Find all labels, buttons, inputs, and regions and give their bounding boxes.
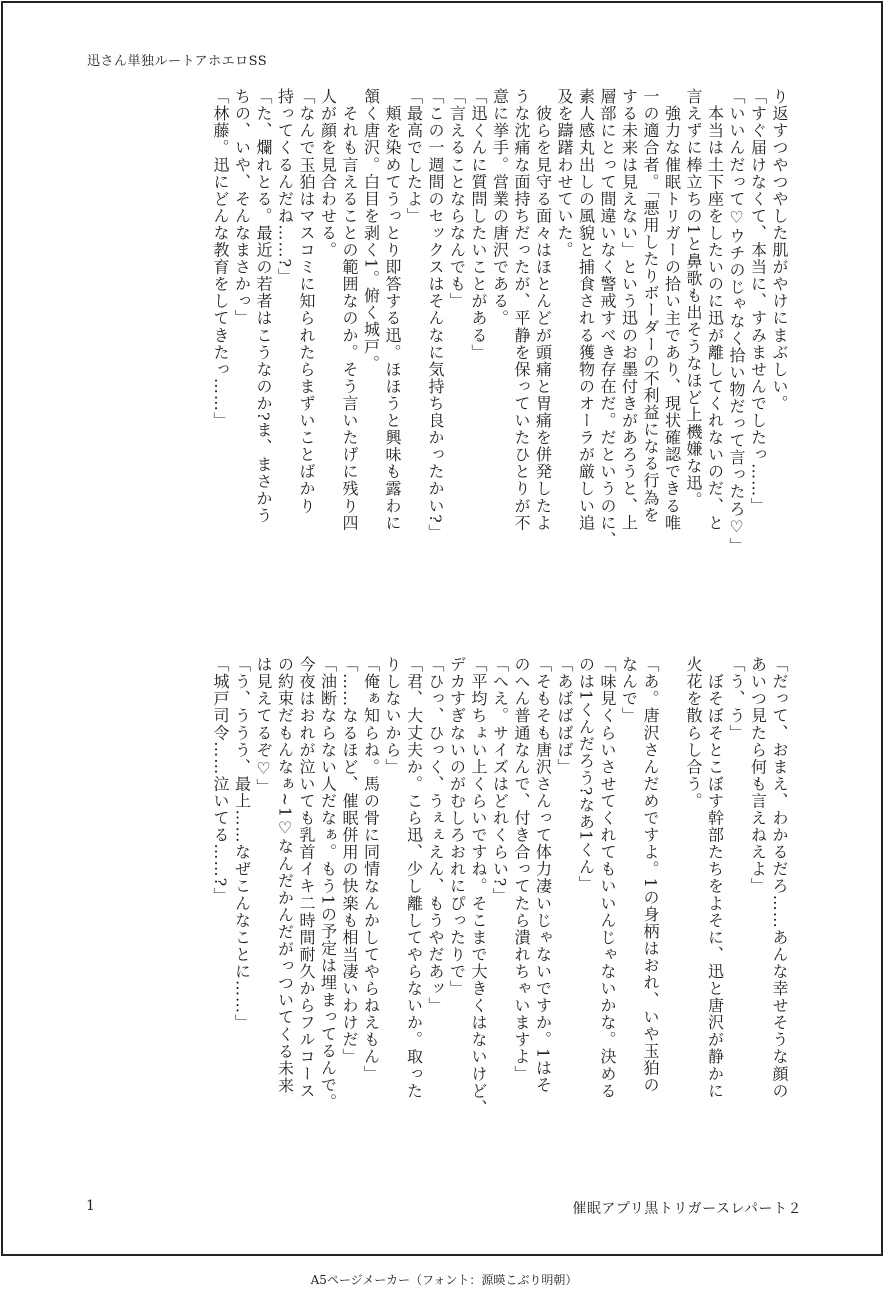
text-line: 「すぐ届けなくて、本当に、すみませんでしたっ……」	[748, 88, 768, 515]
text-line: 「う、ううう、最上……なぜこんなことに……」	[232, 656, 252, 1032]
text-line: 持ってくるんだね……?」	[275, 88, 295, 286]
text-line: 「味見くらいさせてくれてもいいんじゃないかな。決める	[598, 656, 617, 1100]
text-line: なんで」	[619, 656, 639, 725]
text-line: 強力な催眠トリガーの拾い主であり、現状確認できる唯	[662, 88, 682, 532]
text-line: 今夜はおれが泣いても乳首イキ二時間耐久からフルコース	[297, 656, 316, 1100]
text-line: うな沈痛な面持ちだったが、平静を保っていたひとりが不	[512, 88, 531, 532]
text-line: 「ひっ、ひっく、うぇぇえん、もうやだあッ」	[426, 656, 445, 1015]
text-line: 火花を散らし合う。	[684, 656, 703, 810]
text-line: り返すつやつやした肌がやけにまぶしい。	[770, 88, 789, 412]
text-line: 「なんで玉狛はマスコミに知られたらまずいことばかり	[297, 88, 316, 515]
text-line: それも言えることの範囲なのか。そう言いたげに残り四	[340, 88, 359, 532]
text-line: あいつ見たら何も言えねえよ」	[748, 656, 768, 895]
text-line: 「た、爛れとる。最近の若者はこうなのか?ま、まさかう	[254, 88, 273, 524]
text-line: 頬を染めてうっとり即答する迅。ほほうと興味も露わに	[383, 88, 402, 532]
generator-caption: A5ページメーカー（フォント：源暎こぶり明朝）	[310, 1273, 578, 1287]
text-line: のへん普通なんで、付き合ってたら潰れちゃいますよ」	[512, 656, 531, 1083]
text-line: 頷く唐沢。白目を剥く1。俯く城戸。	[361, 88, 381, 373]
text-line: 「……なるほど、催眠併用の快楽も相当凄いわけだ」	[340, 656, 359, 1066]
text-line: 「君、大丈夫か。こら迅、少し離してやらないか。取った	[404, 656, 424, 1100]
text-line: 意に挙手。営業の唐沢である。	[490, 88, 510, 327]
text-line: 「最高でしたよ」	[404, 88, 424, 225]
text-line: 層部にとって間違いなく警戒すべき存在だ。だというのに、	[598, 88, 617, 549]
upper-text-block	[84, 88, 790, 608]
text-line: 及を躊躇わせていた。	[555, 88, 574, 259]
text-line: する未来は見えない」という迅のお墨付きがあろうと、上	[619, 88, 639, 532]
text-line: は見えてるぞ♡」	[254, 656, 273, 796]
text-line	[661, 656, 683, 1136]
text-line: ぼそぼそとこぼす幹部たちをよそに、迅と唐沢が静かに	[705, 656, 725, 1100]
text-line: 「油断ならない人だなぁ。もう1の予定は埋まってるんで。	[318, 656, 338, 1111]
text-line: 「俺ぁ知らね。馬の骨に同情なんかしてやらねえもん」	[361, 656, 381, 1083]
text-line: 「あ。唐沢さんだめですよ。1の身柄はおれ、いや玉狛の	[641, 656, 660, 1094]
footer-book-title: 催眠アプリ黒トリガースレパート２	[572, 1201, 802, 1217]
text-line: 人が顔を見合わせる。	[318, 88, 338, 259]
text-line: 素人感丸出しの風貌と捕食される獲物のオーラが厳しい追	[576, 88, 596, 532]
page-number: 1	[86, 1198, 95, 1214]
text-line: 「う、う」	[727, 656, 746, 742]
text-line: 「そもそも唐沢さんって体力凄いじゃないですか。1はそ	[533, 656, 553, 1094]
text-line: 「へえ。サイズはどれくらい?」	[490, 656, 510, 905]
text-line: の約束だもんなぁ~1♡なんだかんだがっついてくる未来	[275, 656, 295, 1094]
text-line: 「だって、おまえ、わかるだろ……あんな幸せそうな顔の	[770, 656, 789, 1100]
text-line: 「迅くんに質問したいことがある」	[469, 88, 488, 361]
text-line: 一の適合者。「悪用したりボーダーの不利益になる行為を	[641, 88, 660, 524]
text-line: 「城戸司令……泣いてる……?」	[211, 656, 230, 905]
text-line: 「この一週間のセックスはそんなに気持ち良かったかい?」	[426, 88, 445, 541]
text-line: 「いいんだって♡ウチのじゃなく拾い物だって言ったろ♡」	[727, 88, 746, 555]
running-header-title: 迅さん単独ルートアホエロSS	[87, 54, 268, 69]
text-line: のは1くんだろう?なあ1くん」	[576, 656, 596, 893]
text-line: 言えずに棒立ちの1と鼻歌も出そうなほど上機嫌な迅。	[684, 88, 703, 509]
text-line: 「言えることならなんでも」	[447, 88, 467, 310]
text-line: 本当は土下座をしたいのに迅が離してくれないのだ、と	[705, 88, 725, 532]
text-line: りしないから」	[383, 656, 402, 776]
text-line: ちの、いや、そんなまさかっ」	[232, 88, 252, 327]
text-line: 「あばばばば」	[555, 656, 574, 776]
lower-text-block	[84, 656, 790, 1136]
text-line: 彼らを見守る面々はほとんどが頭痛と胃痛を併発したよ	[533, 88, 553, 532]
text-line: 「平均ちょい上くらいですね。そこまで大きくはないけど、	[469, 656, 488, 1117]
text-line: デカすぎないのがむしろおれにぴったりで」	[447, 656, 467, 997]
text-line: 「林藤。迅にどんな教育をしてきたっ……」	[211, 88, 230, 429]
